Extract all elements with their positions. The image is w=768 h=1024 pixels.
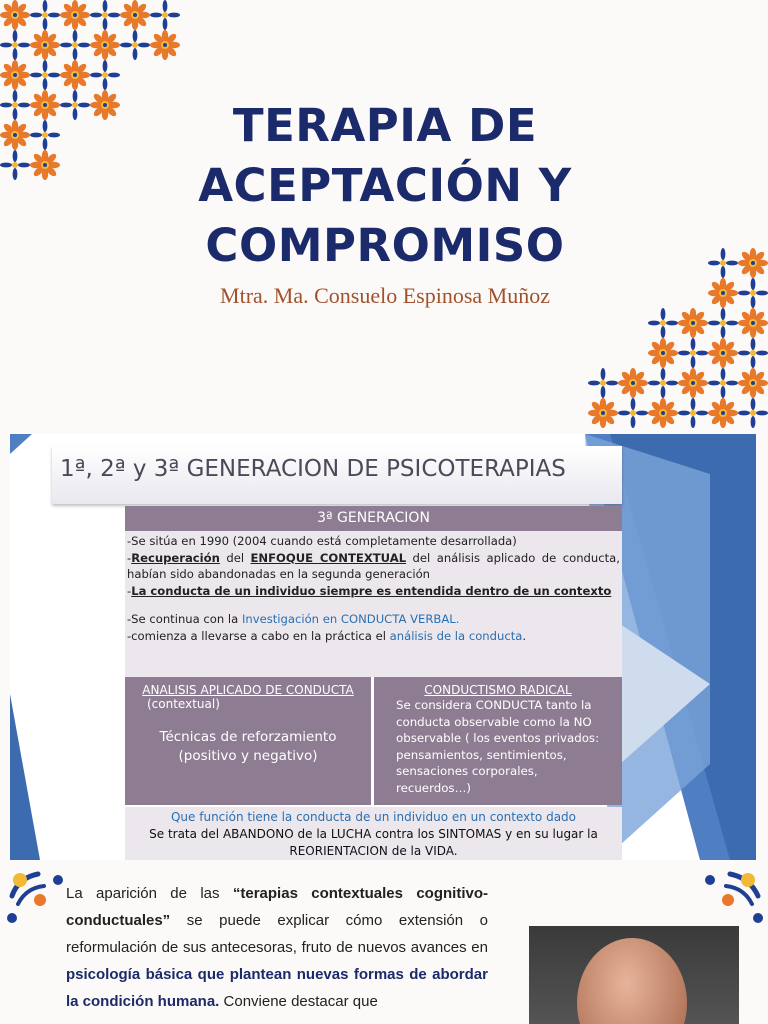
flower-tile-icon — [738, 308, 768, 338]
flower-tile-icon — [648, 398, 678, 428]
flower-tile-icon — [90, 30, 120, 60]
flower-tile-icon — [708, 398, 738, 428]
flower-tile-icon — [0, 60, 30, 90]
body-line-2: -Recuperación del ENFOQUE CONTEXTUAL del análisis aplicado de conducta, habían sido abandonadas en la segunda generación — [127, 550, 620, 581]
leaf-tile-icon — [30, 120, 60, 150]
leaf-tile-icon — [678, 338, 708, 368]
slide-footer — [125, 807, 622, 860]
body-line-4: -Se continua con la Investigación en CONDUCTA VERBAL. — [127, 612, 460, 626]
corner-ornament-left — [4, 866, 74, 926]
flower-tile-icon — [30, 150, 60, 180]
left-column-subtitle: (contextual) — [147, 697, 220, 711]
leaf-tile-icon — [588, 368, 618, 398]
intro-paragraph: La aparición de las “terapias contextuales cognitivo-conductuales” se puede explicar cómo extensión o reformulación de sus antecesoras, fruto de nuevos avances en psicología básica que plantean nuevas formas de abordar la condición humana. Conviene destacar que — [66, 885, 488, 1010]
flower-tile-icon — [588, 398, 618, 428]
flower-tile-icon — [150, 30, 180, 60]
flower-tile-icon — [90, 90, 120, 120]
slide-heading-bar — [52, 446, 622, 504]
page-title — [150, 96, 620, 276]
title-line-2: ACEPTACIÓN Y — [198, 159, 572, 212]
generation-header: 3ª GENERACION — [125, 506, 622, 531]
flower-tile-icon — [618, 368, 648, 398]
flower-tile-icon — [30, 30, 60, 60]
portrait-head — [577, 938, 687, 1024]
leaf-tile-icon — [708, 368, 738, 398]
right-column — [374, 677, 622, 805]
leaf-tile-icon — [0, 90, 30, 120]
flower-tile-icon — [738, 248, 768, 278]
leaf-tile-icon — [60, 90, 90, 120]
flower-tile-icon — [30, 90, 60, 120]
body-line-3: -La conducta de un individuo siempre es entendida dentro de un contexto — [127, 583, 612, 598]
flower-tile-icon — [708, 338, 738, 368]
right-column-title: CONDUCTISMO RADICAL — [424, 683, 572, 697]
flower-tile-icon — [60, 60, 90, 90]
title-line-3: COMPROMISO — [205, 219, 565, 272]
leaf-tile-icon — [648, 368, 678, 398]
leaf-tile-icon — [738, 278, 768, 308]
flower-tile-icon — [708, 278, 738, 308]
title-line-1: TERAPIA DE — [232, 99, 538, 152]
generation-body — [125, 531, 622, 677]
corner-ornament-right — [692, 866, 768, 926]
flower-tile-icon — [0, 0, 30, 30]
flower-tile-icon — [738, 368, 768, 398]
leaf-tile-icon — [738, 338, 768, 368]
left-column-techniques: Técnicas de reforzamiento (positivo y negativo) — [159, 729, 337, 764]
flower-tile-icon — [60, 0, 90, 30]
portrait-photo — [529, 926, 739, 1024]
footer-answer-1: Se trata del ABANDONO de la LUCHA contra los SINTOMAS y en su lugar la — [149, 827, 598, 841]
slide-heading: 1ª, 2ª y 3ª GENERACION DE PSICOTERAPIAS — [60, 456, 566, 482]
leaf-tile-icon — [678, 398, 708, 428]
footer-question: Que función tiene la conducta de un individuo en un contexto dado — [170, 810, 577, 824]
left-column — [125, 677, 371, 805]
flower-tile-icon — [678, 308, 708, 338]
slide-image — [10, 434, 756, 860]
author-name: Mtra. Ma. Consuelo Espinosa Muñoz — [220, 283, 550, 308]
leaf-tile-icon — [738, 398, 768, 428]
flower-tile-icon — [120, 0, 150, 30]
leaf-tile-icon — [90, 60, 120, 90]
leaf-tile-icon — [648, 308, 678, 338]
flower-tile-icon — [0, 120, 30, 150]
leaf-tile-icon — [30, 60, 60, 90]
flower-tile-icon — [648, 338, 678, 368]
footer-answer-2: REORIENTACION de la VIDA. — [289, 844, 458, 858]
leaf-tile-icon — [0, 30, 30, 60]
leaf-tile-icon — [30, 0, 60, 30]
leaf-tile-icon — [708, 248, 738, 278]
body-line-1: -Se sitúa en 1990 (2004 cuando está completamente desarrollada) — [127, 534, 517, 548]
leaf-tile-icon — [0, 150, 30, 180]
flower-tile-icon — [678, 368, 708, 398]
leaf-tile-icon — [90, 0, 120, 30]
leaf-tile-icon — [120, 30, 150, 60]
right-column-text: Se considera CONDUCTA tanto la conducta observable como la NO observable ( los eventos privados: pensamientos, sentimientos, sensaciones corporales, recuerdos…) — [396, 698, 600, 795]
left-column-title: ANALISIS APLICADO DE CONDUCTA — [142, 683, 354, 697]
leaf-tile-icon — [618, 398, 648, 428]
body-line-5: -comienza a llevarse a cabo en la práctica el análisis de la conducta. — [127, 628, 527, 643]
leaf-tile-icon — [60, 30, 90, 60]
leaf-tile-icon — [150, 0, 180, 30]
leaf-tile-icon — [708, 308, 738, 338]
